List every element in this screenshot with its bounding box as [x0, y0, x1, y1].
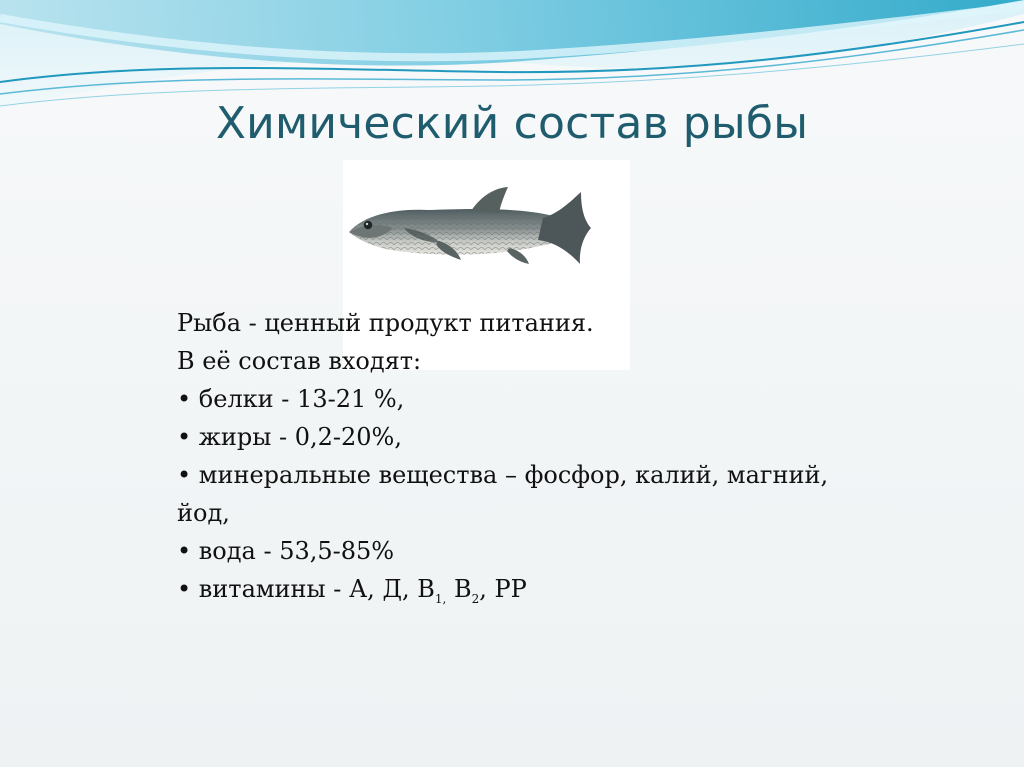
composition-list	[177, 380, 877, 608]
list-item: • минеральные вещества – фосфор, калий, магний, йод,	[177, 461, 829, 527]
intro-line: Рыба - ценный продукт питания.	[177, 309, 594, 337]
page-title: Химический состав рыбы	[215, 98, 809, 149]
vitamin-subscript: 2	[471, 591, 480, 606]
list-item: • белки - 13-21 %,	[177, 385, 405, 413]
fish-composition-text	[177, 304, 877, 608]
list-item	[177, 570, 877, 608]
list-item: • вода - 53,5-85%	[177, 537, 395, 565]
vitamins-text: В	[446, 575, 472, 603]
vitamins-text: , РР	[479, 575, 527, 603]
vitamins-text: • витамины - А, Д, В	[177, 575, 435, 603]
vitamin-subscript: 1,	[434, 591, 447, 606]
list-item: • жиры - 0,2-20%,	[177, 423, 402, 451]
fish-icon	[345, 180, 630, 270]
intro-line: В её состав входят:	[177, 347, 422, 375]
